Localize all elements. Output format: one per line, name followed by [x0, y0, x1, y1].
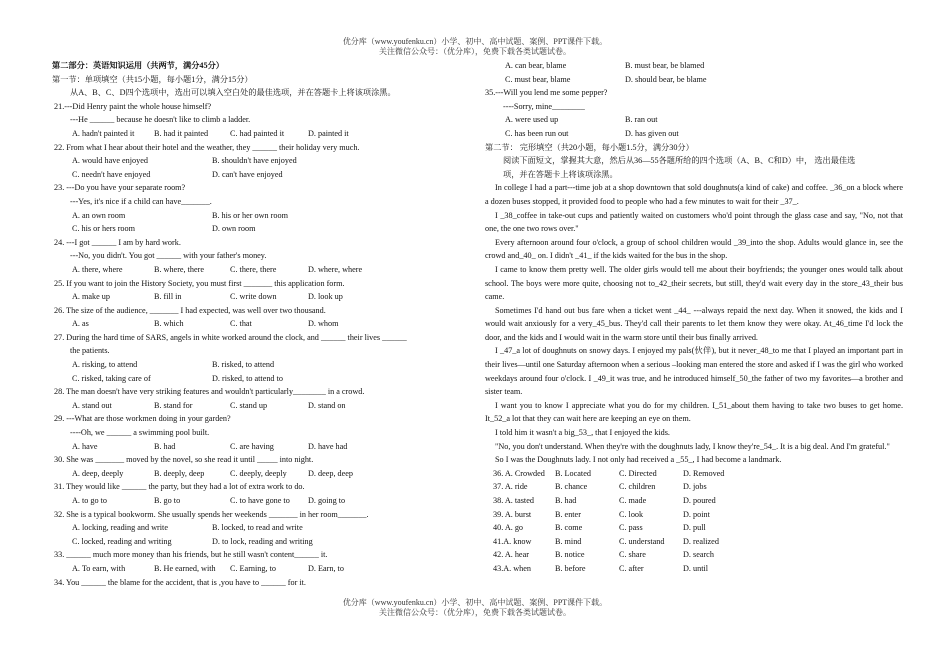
answer-option: C. Directed [619, 468, 657, 478]
question-item [52, 412, 464, 453]
option: C. stand up [230, 400, 268, 410]
option: D. risked, to attend to [212, 373, 283, 383]
answer-option: B. had [555, 496, 577, 505]
option: D. own room [212, 224, 256, 234]
option: C. Earning, to [230, 563, 276, 573]
option-row [485, 127, 903, 141]
answer-row [485, 508, 903, 522]
option-row [52, 535, 464, 549]
option: B. had it painted [154, 128, 209, 138]
question-item [52, 548, 464, 575]
option-row [485, 113, 903, 127]
answer-option: C. pass [619, 523, 643, 533]
option-row [52, 467, 464, 481]
option-row [52, 317, 464, 331]
option: D. painted it [308, 128, 349, 138]
option-row [52, 562, 464, 576]
answer-option: D. pull [683, 523, 706, 533]
answer-option: 42. A. hear [493, 550, 529, 560]
passage-paragraph: I told him it wasn't a big_53_, that I enjoyed the kids. [495, 428, 670, 438]
option: D. whom [308, 319, 339, 329]
question-stem: ---Yes, it's nice if a child can have_______. [70, 196, 212, 206]
option-row [52, 440, 464, 454]
passage-paragraph: I _38_coffee in take-out cups and patiently waited on customers who'd point through the glass case and say, "No, not that one, the one two rows over." [485, 210, 903, 234]
answer-row [485, 480, 903, 494]
question-stem: 33. ______ much more money than his friends, but he still wasn't content______ it. [54, 550, 328, 560]
option: B. his or her own room [212, 210, 288, 220]
question-item [52, 277, 464, 304]
option: A. risking, to attend [72, 360, 138, 370]
option: C. risked, taking care of [72, 373, 151, 383]
question-stem: ---He ______ because he doesn't like to climb a ladder. [70, 115, 251, 125]
section-instruction: 阅读下面短文，掌握其大意，然后从36—55各题所给的四个选项（A、B、C和D）中， 选出最佳选 [503, 156, 856, 166]
question-item [52, 304, 464, 331]
question-stem: 24. ---I got ______ I am by hard work. [54, 237, 181, 247]
answer-option: C. children [619, 482, 656, 492]
option: B. shouldn't have enjoyed [212, 156, 297, 166]
question-item [52, 181, 464, 235]
answer-row [485, 535, 903, 549]
question-stem: the patients. [70, 346, 110, 356]
option: A. locking, reading and write [72, 523, 168, 533]
option: B. risked, to attend [212, 360, 275, 370]
passage-paragraph: Every afternoon around four o'clock, a group of school children would _39_into the shop. Adults would glance in, see the crowd and_40_ on. I didn't _41_ if the kids waited for the bus in the shop. [485, 237, 903, 261]
option: B. which [154, 319, 184, 329]
left-column [52, 59, 464, 589]
question-stem: 31. They would like ______ the party, but they had a lot of extra work to do. [54, 482, 305, 492]
answer-option: 38. A. tasted [493, 496, 534, 505]
answer-option: 39. A. burst [493, 509, 532, 519]
option: D. have had [308, 441, 348, 451]
answer-option: D. point [683, 509, 710, 519]
answer-option: B. before [555, 563, 586, 573]
option: D. to lock, reading and writing [212, 536, 313, 546]
question-item [52, 453, 464, 480]
cloze-passage [485, 181, 903, 466]
footer-line-1: 优分库（www.youfenku.cn）小学、初中、高中试题、案例、PPT课件下载。 [342, 598, 608, 607]
answer-option: D. realized [683, 536, 719, 546]
option: C. that [230, 319, 252, 329]
page-footer [0, 598, 950, 618]
passage-paragraph: I _47_a lot of doughnuts on snowy days. I enjoyed my pals(伙伴), but it never_48_to me that I played an important part in their lives—until one Saturday afternoon when a serious –looking man entered the store and asked if I was the girl who worked weekdays around four o'clock. I _49_it was true, and he introduced himself_50_the father of two my favorites—a brother and sister team. [485, 346, 903, 397]
section-title: 第二节： 完形填空（共20小题，每小题1.5分，满分30分） [485, 142, 694, 152]
option-row [52, 290, 464, 304]
passage-paragraph: I came to know them pretty well. The older girls would tell me about their boyfriends; the younger ones would talk about school. The boys were more quite, choosing not to_42_their secrets, but still, they'd wait every day in the store_43_their bus came. [485, 264, 903, 302]
question-item [52, 100, 464, 141]
option: B. ran out [625, 115, 658, 125]
answer-row [485, 548, 903, 562]
section-title: 第一节：单项填空（共15小题，每小题1分，满分15分） [52, 74, 253, 84]
answer-option: B. mind [555, 536, 582, 546]
passage-paragraph: So I was the Doughnuts lady. I not only had received a _55_, I had become a landmark. [495, 455, 782, 465]
option: C. has been run out [505, 128, 569, 138]
answer-option: D. search [683, 550, 714, 560]
answer-option: C. after [619, 563, 644, 573]
question-item [52, 236, 464, 277]
answer-option: 43.A. when [493, 563, 531, 573]
question-stem: ----Sorry, mine________ [503, 101, 585, 111]
option: D. can't have enjoyed [212, 169, 283, 179]
option: A. To earn, with [72, 563, 126, 573]
option: A. can bear, blame [505, 61, 567, 70]
passage-paragraph: In college I had a part---time job at a shop downtown that sold doughnuts(a kind of cake) and coffee. _36_on a block where a dozen buses stopped, it provided food to people who had a few minutes to wait for their _37_. [485, 183, 903, 206]
option: B. go to [154, 496, 181, 505]
section-instruction: 项，并在答题卡上将该项涂黑。 [503, 169, 618, 179]
question-stem: 34. You ______ the blame for the accident, that is ,you have to ______ for it. [54, 577, 306, 587]
option-row [485, 59, 903, 73]
question-item [52, 480, 464, 507]
option-row [52, 494, 464, 508]
option-row [52, 168, 464, 182]
answer-row [485, 467, 903, 481]
option: A. were used up [505, 115, 559, 125]
question-item [52, 576, 464, 590]
option: A. there, where [72, 264, 123, 274]
option: B. where, there [154, 264, 205, 274]
answer-option: B. enter [555, 509, 581, 519]
option: C. there, there [230, 264, 277, 274]
question-stem: 32. She is a typical bookworm. She usually spends her weekends _______ in her room_______. [54, 509, 369, 519]
question-stem: 29. ---What are those workmen doing in your garden? [54, 414, 231, 424]
option: D. stand on [308, 400, 346, 410]
question-stem: 35.---Will you lend me some pepper? [485, 88, 608, 98]
question-item [52, 385, 464, 412]
answer-row [485, 521, 903, 535]
answer-option: C. made [619, 496, 647, 505]
question-item [52, 331, 464, 385]
option: A. make up [72, 292, 110, 302]
option: A. to go to [72, 496, 108, 505]
option: A. would have enjoyed [72, 156, 148, 166]
answer-option: 41.A. know [493, 536, 532, 546]
answer-option: B. chance [555, 482, 588, 492]
option-row [52, 209, 464, 223]
answer-option: B. Located [555, 468, 591, 478]
question-stem: 23. ---Do you have your separate room? [54, 183, 186, 193]
answer-option: C. understand [619, 536, 665, 546]
option-row [485, 73, 903, 87]
answer-options [485, 467, 903, 576]
option: C. to have gone to [230, 496, 290, 505]
part-title: 第二部分：英语知识运用（共两节，满分45分） [52, 61, 224, 70]
passage-paragraph: I want you to know I appreciate what you do for my children. I_51_about them having to take two buses to get home. It_52_a lot that they can wait here are keeping an eye on them. [485, 400, 903, 424]
option-row [52, 521, 464, 535]
answer-option: 36. A. Crowded [493, 468, 545, 478]
section-instruction: 从A、B、C、D四个选项中，选出可以填入空白处的最佳选项，并在答题卡上将该项涂黑。 [70, 88, 396, 98]
option-row [52, 358, 464, 372]
option: B. locked, to read and write [212, 523, 303, 533]
option: D. should bear, be blame [625, 74, 707, 84]
option: B. deeply, deep [154, 468, 205, 478]
answer-row [485, 562, 903, 576]
answer-option: D. jobs [683, 482, 707, 492]
option: D. going to [308, 496, 346, 505]
question-stem: 27. During the hard time of SARS, angels in white worked around the clock, and ______ their lives ______ [54, 332, 407, 342]
question-stem: ----Oh, we ______ a swimming pool built. [70, 428, 210, 438]
right-column [485, 59, 903, 576]
option: C. had painted it [230, 128, 285, 138]
option: C. deeply, deeply [230, 468, 287, 478]
question-list [52, 100, 464, 589]
option: B. had [154, 441, 176, 451]
option: A. an own room [72, 210, 126, 220]
answer-option: C. share [619, 550, 646, 560]
option-row [52, 154, 464, 168]
option-row [52, 222, 464, 236]
answer-option: D. until [683, 563, 709, 573]
question-stem: 21.---Did Henry paint the whole house himself? [54, 101, 212, 111]
question-stem: ---No, you didn't. You got ______ with your father's money. [70, 251, 267, 261]
answer-option: 37. A. ride [493, 482, 528, 492]
answer-option: B. notice [555, 550, 585, 560]
option: D. deep, deep [308, 468, 354, 478]
question-item [52, 508, 464, 549]
question-stem: 28. The man doesn't have very striking features and wouldn't particularly________ in a crowd. [54, 387, 365, 397]
option: C. needn't have enjoyed [72, 169, 151, 179]
option-row [52, 372, 464, 386]
option: A. hadn't painted it [72, 128, 135, 138]
answer-option: D. poured [683, 496, 716, 505]
option: B. stand for [154, 400, 193, 410]
option: B. He earned, with [154, 563, 216, 573]
option-row [52, 127, 464, 141]
header-line-2: 关注微信公众号：（优分库），免费下载各类试题试卷。 [379, 47, 571, 56]
option: A. have [72, 441, 98, 451]
question-stem: 25. If you want to join the History Society, you must first _______ this application form. [54, 278, 345, 288]
option: C. must bear, blame [505, 74, 571, 84]
option: C. his or hers room [72, 224, 135, 234]
footer-line-2: 关注微信公众号：（优分库），免费下载各类试题试卷。 [379, 608, 571, 617]
answer-row [485, 494, 903, 508]
option: A. as [72, 319, 89, 329]
question-stem: 22. From what I hear about their hotel and the weather, they ______ their holiday very much. [54, 142, 360, 152]
header-line-1: 优分库（www.youfenku.cn）小学、初中、高中试题、案例、PPT课件下载。 [342, 37, 608, 46]
option: A. stand out [72, 400, 112, 410]
option-row [52, 263, 464, 277]
option: D. look up [308, 292, 343, 302]
answer-option: D. Removed [683, 468, 725, 478]
option: B. fill in [154, 292, 182, 302]
option: A. deep, deeply [72, 468, 124, 478]
option: C. locked, reading and writing [72, 536, 172, 546]
question-stem: 30. She was _______ moved by the novel, so she read it until _____ into night. [54, 455, 314, 465]
answer-option: 40. A. go [493, 523, 524, 533]
option: B. must bear, be blamed [625, 61, 705, 70]
answer-option: C. look [619, 509, 644, 519]
option: D. where, where [308, 264, 363, 274]
option: C. write down [230, 292, 277, 302]
question-stem: 26. The size of the audience, _______ I had expected, was well over two thousand. [54, 305, 326, 315]
option: D. Earn, to [308, 563, 344, 573]
answer-option: B. come [555, 523, 583, 533]
option: C. are having [230, 441, 274, 451]
question-item [52, 141, 464, 182]
passage-paragraph: Sometimes I'd hand out bus fare when a ticket went _44_ ---always repaid the next day. When it snowed, the kids and I would wait anxiously for a very_45_bus. They'd call their parents to let them know they were okay. At_46_time I'd lock the door, and the kids and I would wait in the warm store until their bus finally arrived. [485, 305, 903, 342]
page-header [0, 37, 950, 57]
passage-paragraph: "No, you don't understand. When they're with the doughnuts lady, I know they're_54_. It is a big deal. And I'm grateful." [495, 441, 890, 451]
option-row [52, 399, 464, 413]
option: D. has given out [625, 128, 679, 138]
